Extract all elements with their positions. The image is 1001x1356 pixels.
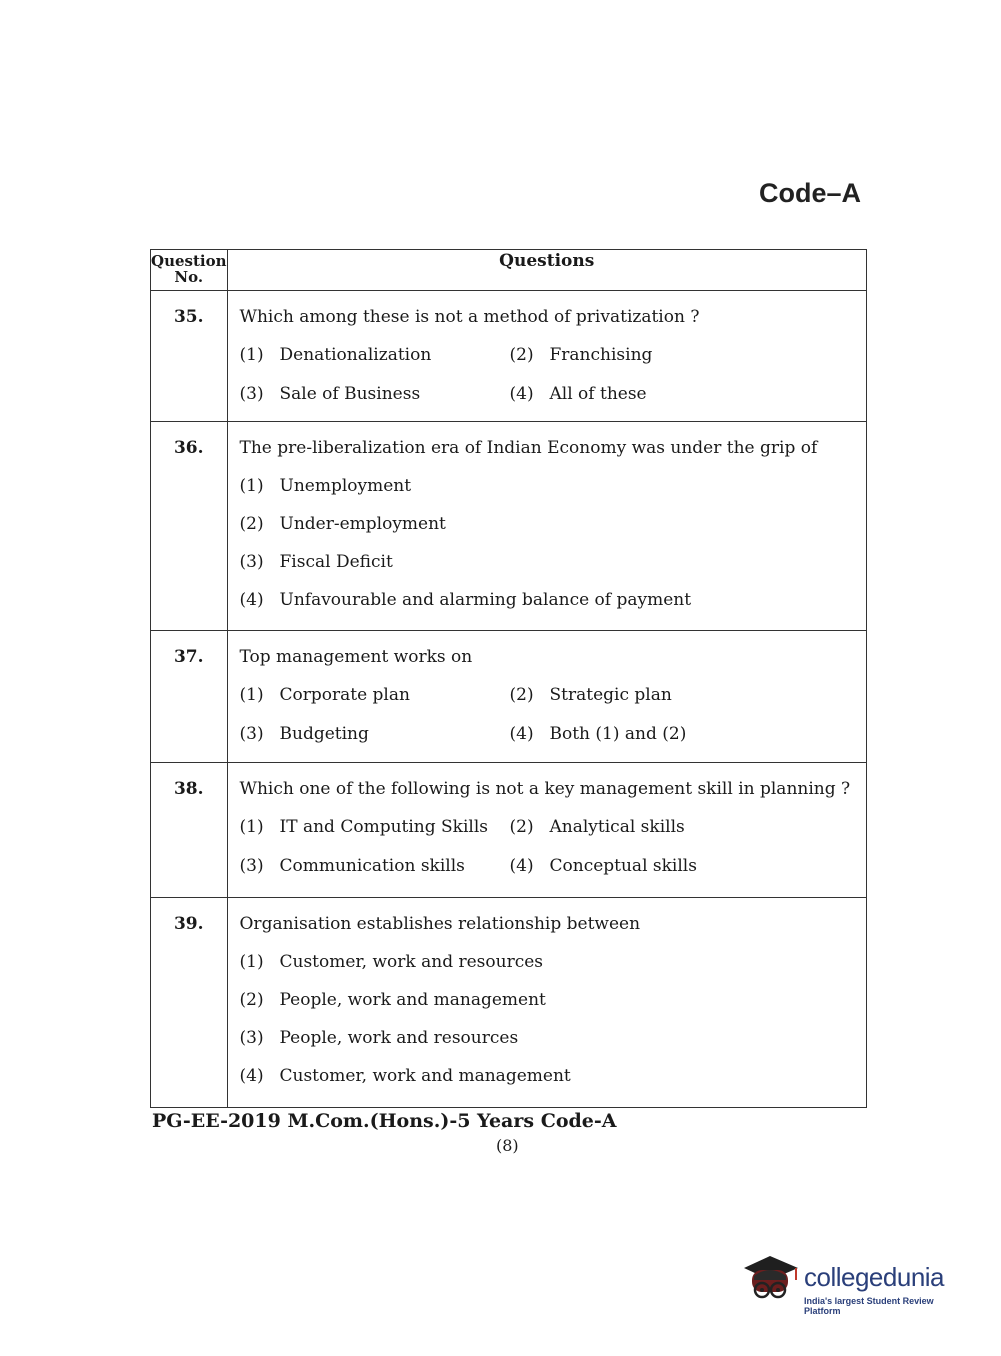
options xyxy=(240,474,855,612)
question-number: 39. xyxy=(151,898,228,1108)
question-row xyxy=(151,763,867,898)
question-row xyxy=(151,631,867,763)
question-number: 36. xyxy=(151,422,228,631)
question-no-header: Question No. xyxy=(151,250,228,291)
option: (4) Both (1) and (2) xyxy=(509,724,687,744)
question-body xyxy=(227,898,867,1108)
options xyxy=(240,815,855,878)
option: (3) Communication skills xyxy=(239,856,465,876)
option: (1) Customer, work and resources xyxy=(239,952,544,972)
question-number: 37. xyxy=(151,631,228,763)
paper-code: Code–A xyxy=(758,178,861,208)
question-row xyxy=(151,898,867,1108)
table-header-row xyxy=(151,250,867,291)
question-text: Organisation establishes relationship between xyxy=(239,914,641,934)
question-text: Which among these is not a method of privatization ? xyxy=(239,307,700,327)
question-text: The pre-liberalization era of Indian Economy was under the grip of xyxy=(239,438,818,458)
option: (3) Sale of Business xyxy=(239,384,421,404)
options xyxy=(240,683,855,746)
option: (3) People, work and resources xyxy=(239,1028,519,1048)
option: (4) Customer, work and management xyxy=(239,1066,571,1086)
option: (1) Corporate plan xyxy=(239,685,410,705)
question-row xyxy=(151,422,867,631)
question-body xyxy=(227,422,867,631)
question-body xyxy=(227,631,867,763)
option: (2) Analytical skills xyxy=(509,817,685,837)
question-number: 38. xyxy=(151,763,228,898)
question-body xyxy=(227,291,867,422)
option: (4) Unfavourable and alarming balance of payment xyxy=(239,590,692,610)
option: (3) Fiscal Deficit xyxy=(239,552,393,572)
question-text: Top management works on xyxy=(239,647,473,667)
brand-tagline: India's largest Student Review Platform xyxy=(804,1296,934,1316)
question-text: Which one of the following is not a key management skill in planning ? xyxy=(239,779,851,799)
brand-name: collegedunia xyxy=(804,1262,945,1292)
option: (1) Unemployment xyxy=(239,476,412,496)
question-number: 35. xyxy=(151,291,228,422)
page-number: (8) xyxy=(496,1136,519,1155)
options xyxy=(240,950,855,1088)
option: (2) Franchising xyxy=(509,345,653,365)
options xyxy=(240,343,855,406)
questions-header: Questions xyxy=(227,250,867,291)
option: (2) Strategic plan xyxy=(509,685,672,705)
option: (1) IT and Computing Skills xyxy=(239,817,489,837)
collegedunia-logo-icon xyxy=(740,1250,802,1310)
question-table xyxy=(150,249,867,1108)
option: (2) Under-employment xyxy=(239,514,446,534)
exam-footer: PG-EE-2019 M.Com.(Hons.)-5 Years Code-A xyxy=(152,1110,617,1132)
option: (4) All of these xyxy=(509,384,647,404)
option: (1) Denationalization xyxy=(239,345,432,365)
option: (3) Budgeting xyxy=(239,724,369,744)
option: (2) People, work and management xyxy=(239,990,546,1010)
brand-watermark[interactable] xyxy=(740,1250,970,1316)
question-body xyxy=(227,763,867,898)
option: (4) Conceptual skills xyxy=(509,856,697,876)
question-row xyxy=(151,291,867,422)
